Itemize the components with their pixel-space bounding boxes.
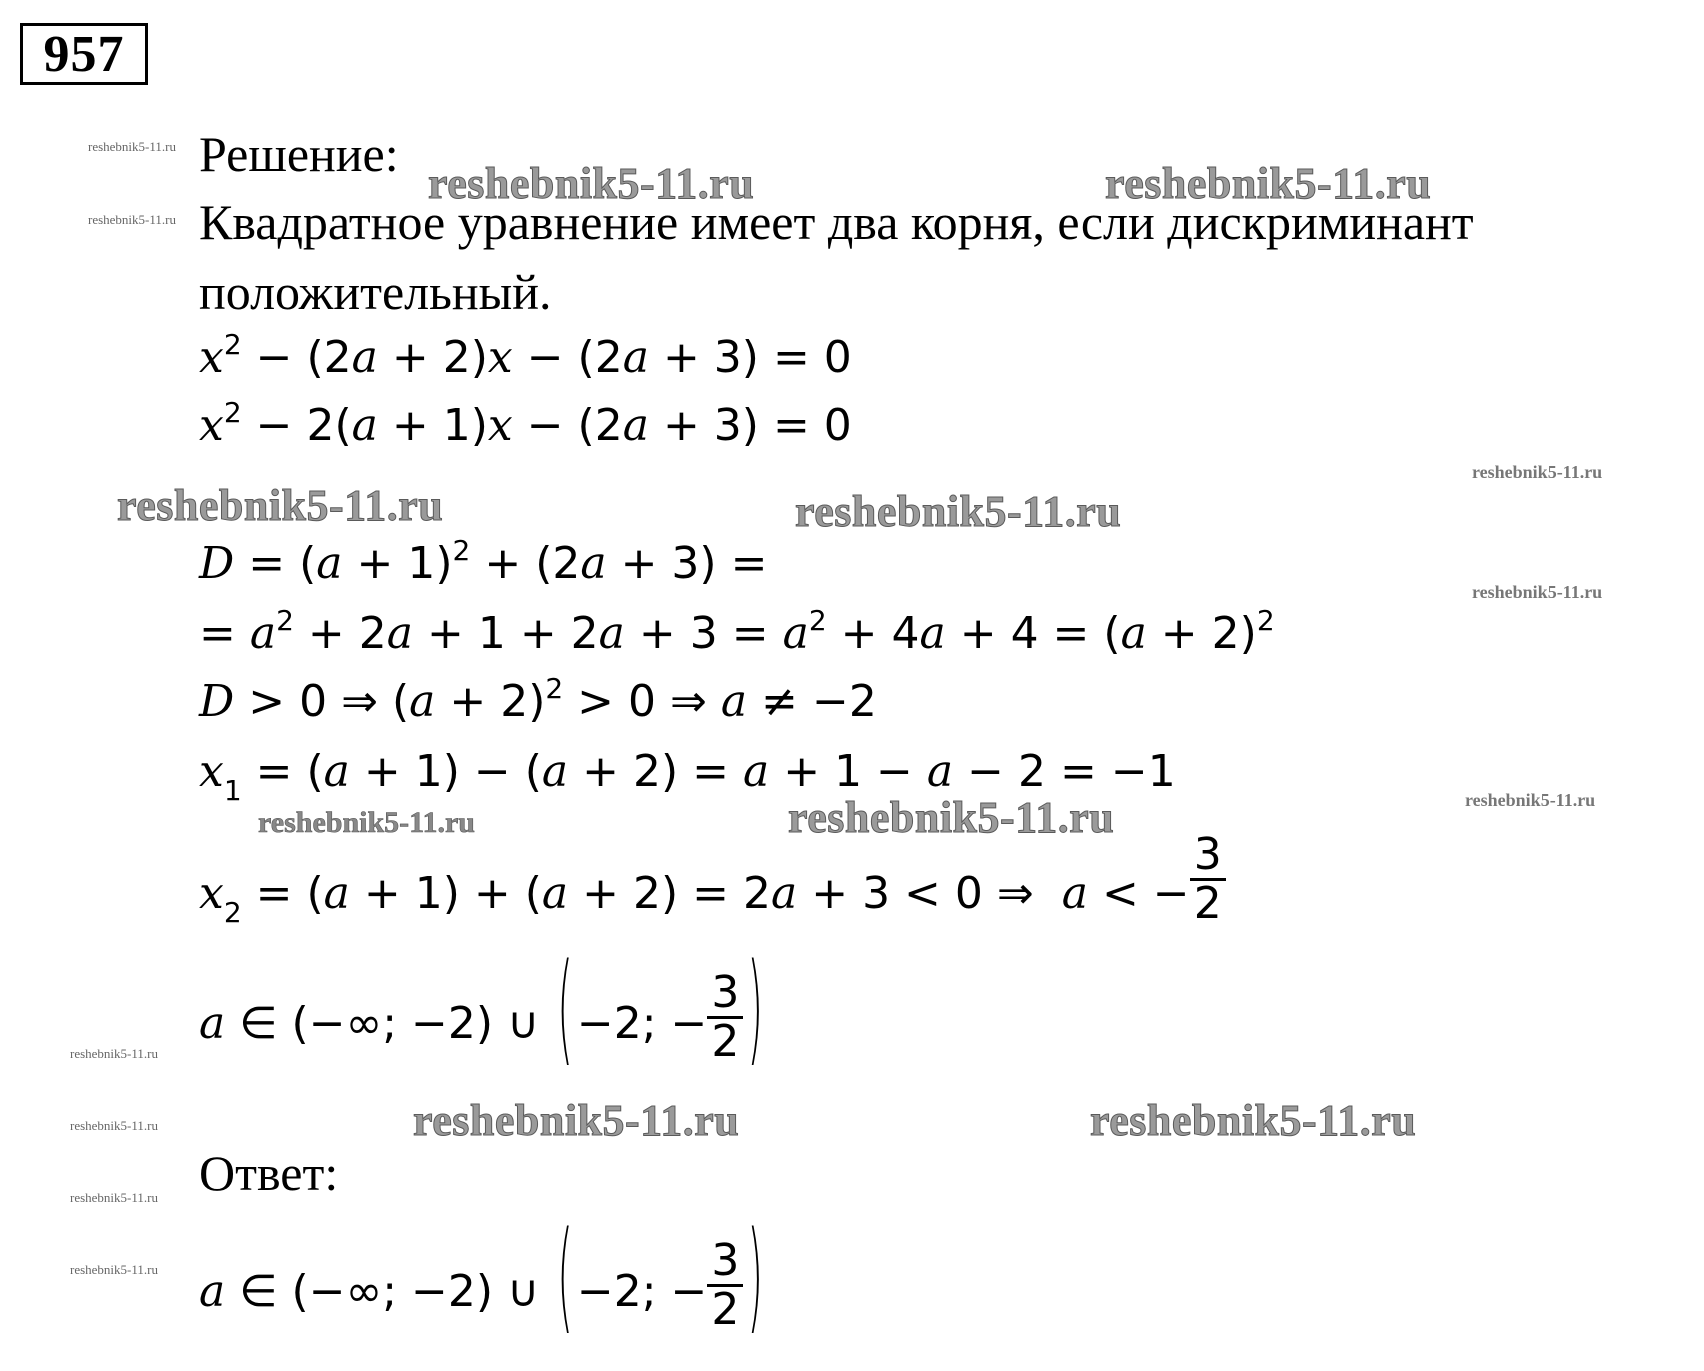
- watermark-small: reshebnik5-11.ru: [1472, 462, 1603, 482]
- watermark: reshebnik5-11.ru: [428, 159, 755, 208]
- root-x1: $x_1 = (a + 1) - (a + 2) = a + 1 - a - 2 = -1$: [199, 746, 1176, 807]
- answer-set: a ∈ (−∞; −2) ∪ (−2; − $\frac{3}{2}$ ): [199, 1208, 764, 1347]
- watermark: reshebnik5-11.ru: [1105, 159, 1432, 208]
- watermark: reshebnik5-11.ru: [788, 793, 1115, 842]
- discriminant-condition: D > 0 ⇒ $(a + 2)^2 > 0$ ⇒ a ≠ −2: [199, 672, 877, 727]
- watermark-small: reshebnik5-11.ru: [70, 1046, 158, 1061]
- equation-1: $x^2 - (2a + 2)x - (2a + 3) = 0$: [199, 328, 852, 383]
- equation-2: $x^2 - 2(a + 1)x - (2a + 3) = 0$: [199, 396, 852, 451]
- watermark: reshebnik5-11.ru: [1090, 1096, 1417, 1145]
- solution-set: a ∈ (−∞; −2) ∪ (−2; − $\frac{3}{2}$ ): [199, 940, 764, 1079]
- watermark-small: reshebnik5-11.ru: [88, 212, 176, 227]
- problem-number: 957: [20, 23, 148, 85]
- watermark: reshebnik5-11.ru: [117, 481, 444, 530]
- solution-heading: Решение:: [199, 126, 399, 182]
- watermark-small: reshebnik5-11.ru: [70, 1262, 158, 1277]
- watermark: reshebnik5-11.ru: [413, 1096, 740, 1145]
- statement-line-1: Квадратное уравнение имеет два корня, если дискриминант: [199, 194, 1474, 250]
- statement-line-2: положительный.: [199, 264, 552, 320]
- watermark-small: reshebnik5-11.ru: [70, 1118, 158, 1133]
- discriminant-line-2: = $a^2 + 2a + 1 + 2a + 3 = a^2 + 4a + 4 = (a + 2)^2$: [199, 604, 1275, 659]
- watermark-small: reshebnik5-11.ru: [70, 1190, 158, 1205]
- watermark: reshebnik5-11.ru: [795, 487, 1122, 536]
- watermark-small: reshebnik5-11.ru: [1465, 790, 1596, 810]
- answer-label: Ответ:: [199, 1145, 339, 1201]
- root-x2: $x_2 = (a + 1) + (a + 2) = 2a + 3 < 0$ ⇒ a < − $\frac{3}{2}$: [199, 810, 1226, 905]
- watermark-small: reshebnik5-11.ru: [1472, 582, 1603, 602]
- watermark: reshebnik5-11.ru: [258, 806, 475, 839]
- watermark-small: reshebnik5-11.ru: [88, 139, 176, 154]
- discriminant-line-1: $D = (a + 1)^2 + (2a + 3)$ =: [199, 534, 768, 589]
